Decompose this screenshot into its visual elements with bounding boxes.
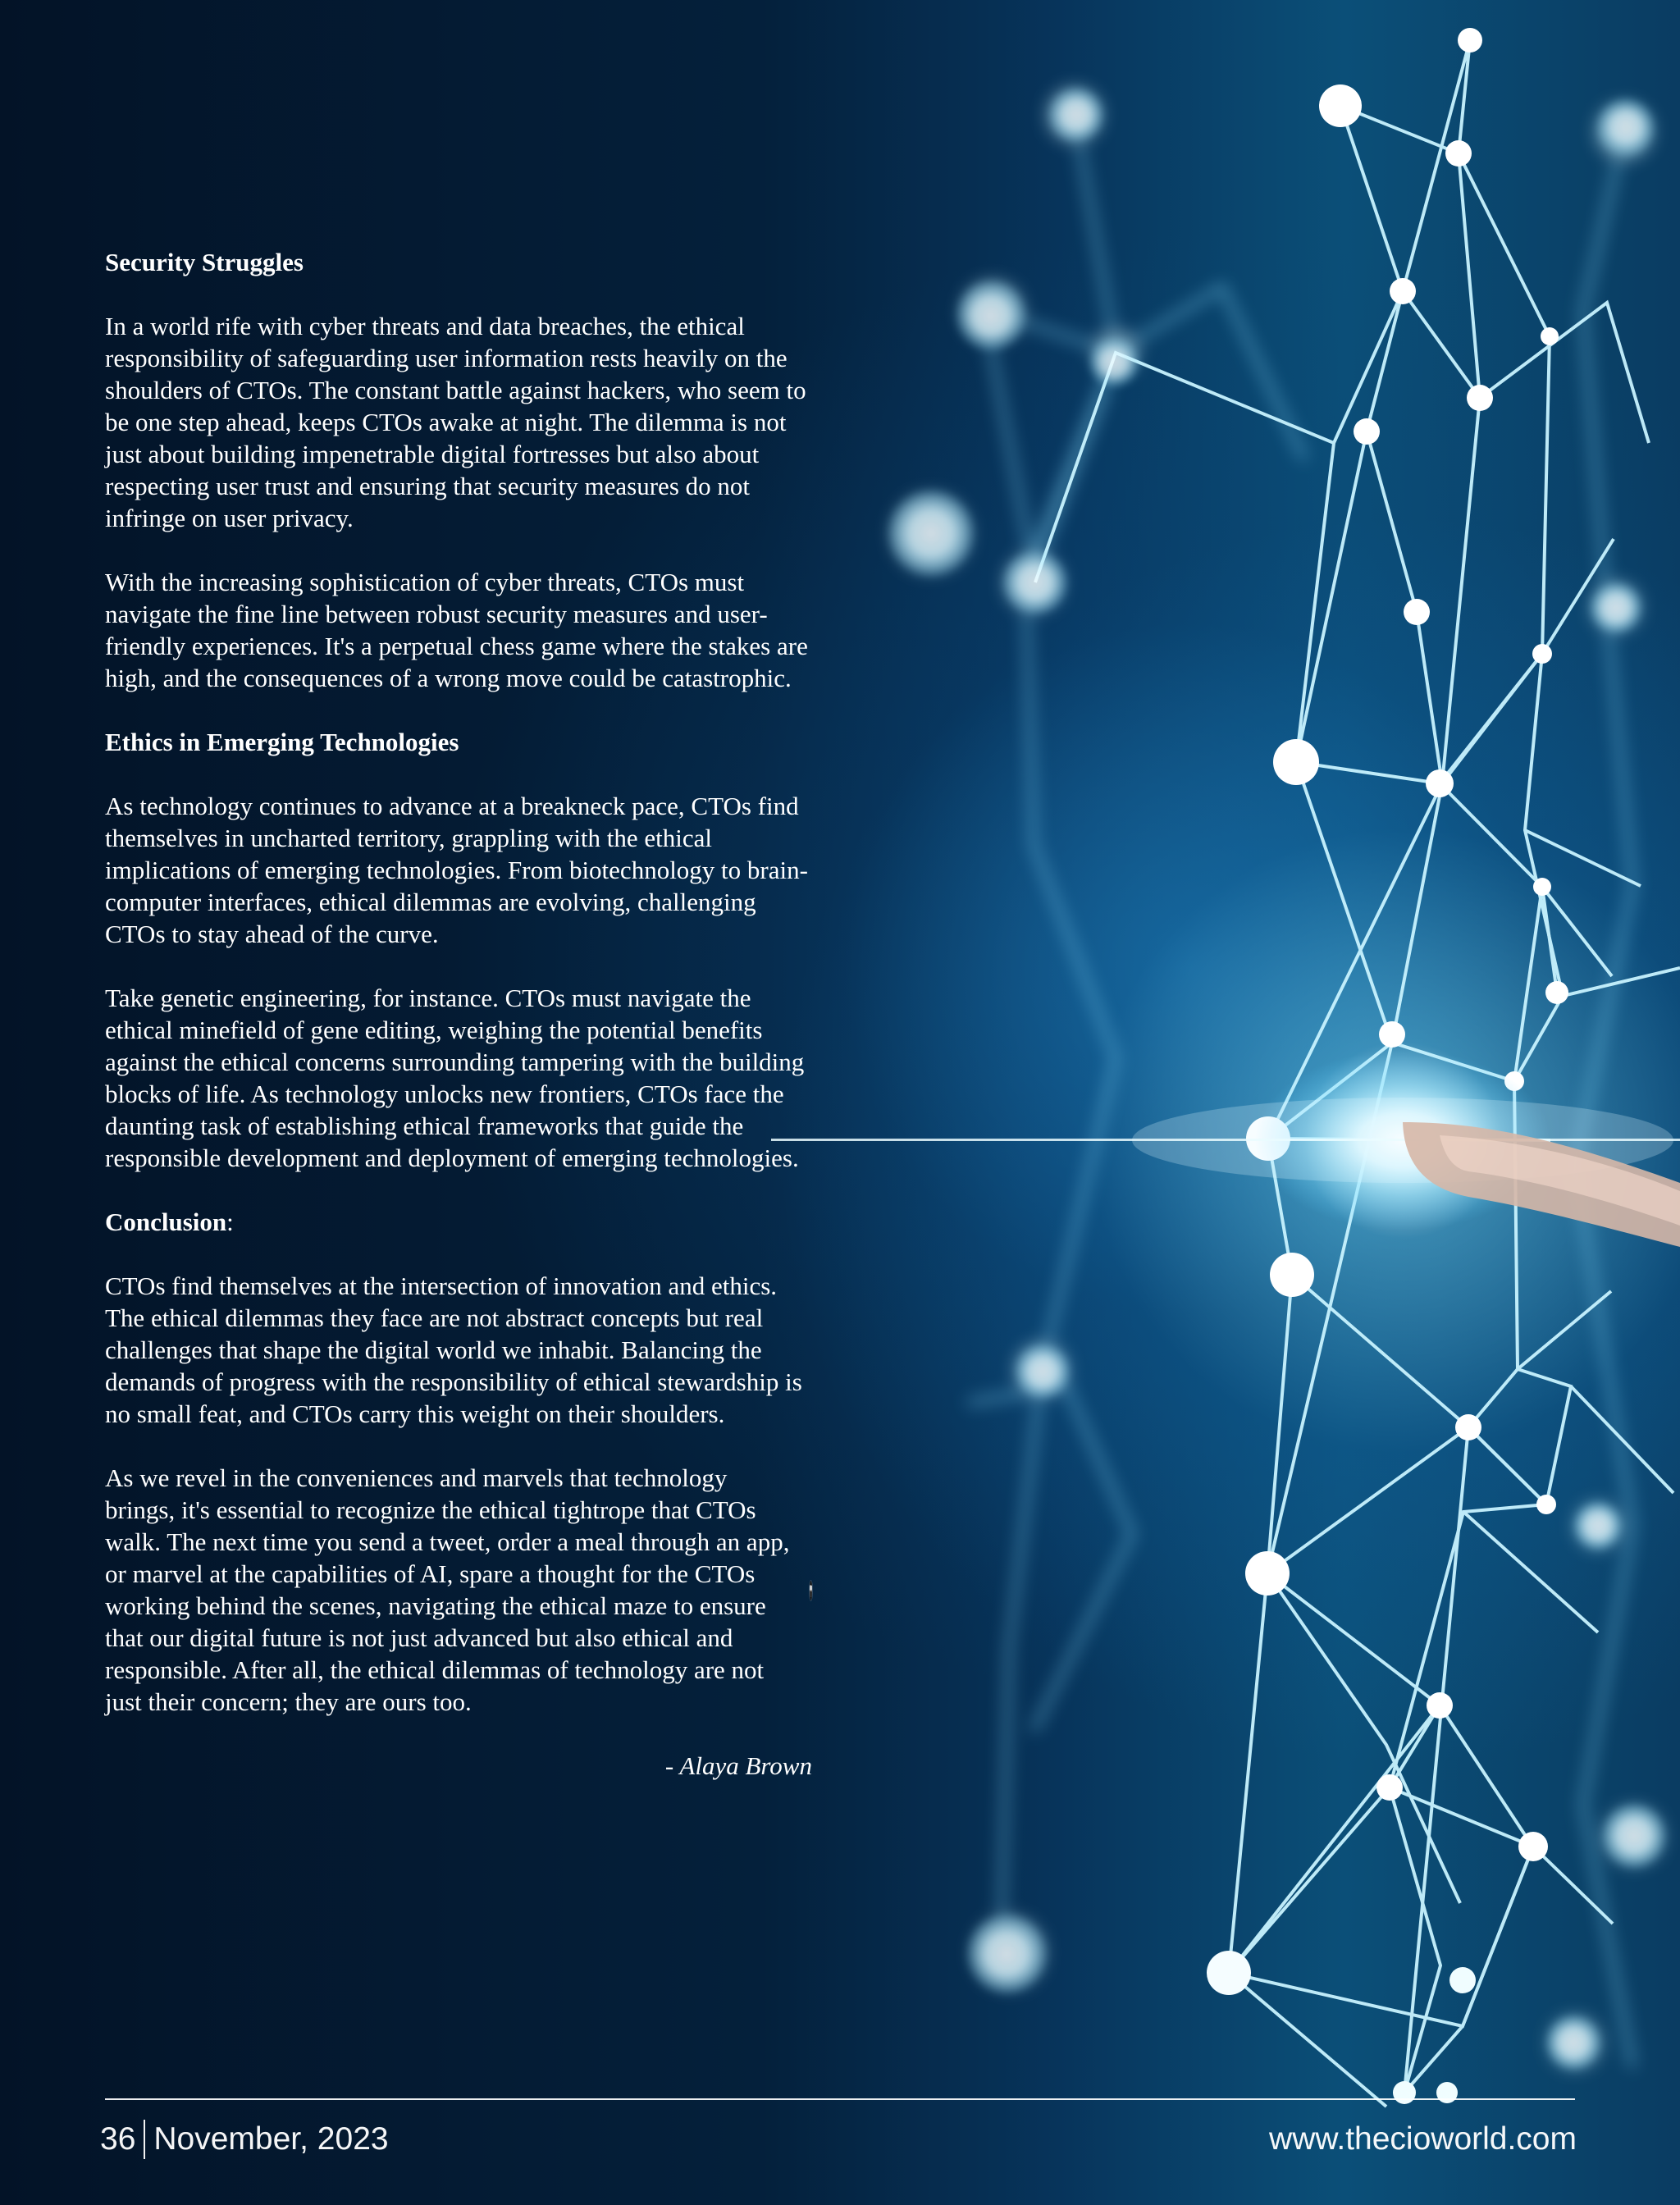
footer-divider (144, 2120, 145, 2159)
network-nodes (1207, 28, 1568, 2104)
paragraph-with-inline-avatar (105, 1462, 812, 1718)
security-struggles-section (105, 246, 812, 694)
page-number: 36 (100, 2121, 136, 2157)
network-lines (1035, 40, 1680, 2107)
section-heading-ethics-emerging-technologies: Ethics in Emerging Technologies (105, 728, 459, 756)
section-heading-conclusion (105, 1206, 812, 1238)
website-url: www.thecioworld.com (1269, 2121, 1577, 2157)
ethics-emerging-technologies-section (105, 726, 812, 1174)
paragraph-text: As we revel in the conveniences and marvels that technology brings, it's essential to recognize the ethical tightrope that CTOs walk. The next time you send a tweet, order a meal through an app, or marvel at the capabilities of AI, spare a thought for the CTOs working behind the scenes, navigating the ethical maze to ensure that our digital future is not just advanced but also ethical and responsible. After all, the ethical dilemmas of technology are not just their concern; they are ours too. (105, 1463, 790, 1716)
center-flare (771, 1050, 1680, 1247)
conclusion-heading-suffix: : (226, 1208, 234, 1236)
paragraph: In a world rife with cyber threats and data breaches, the ethical responsibility of safeguarding user information rests heavily on the shoulders of CTOs. The constant battle against hackers, who seem to be one step ahead, keeps CTOs awake at night. The dilemma is not just about building impenetrable digital fortresses but also about respecting user trust and ensuring that security measures do not infringe on user privacy. (105, 312, 806, 532)
footer-rule (105, 2098, 1575, 2100)
paragraph: As technology continues to advance at a breakneck pace, CTOs find themselves in uncharted territory, grappling with the ethical implications of emerging technologies. From biotechnology to brain-computer interfaces, ethical dilemmas are evolving, challenging CTOs to stay ahead of the curve. (105, 792, 808, 948)
issue-date: November, 2023 (153, 2121, 389, 2157)
paragraph: With the increasing sophistication of cyber threats, CTOs must navigate the fine line between robust security measures and user-friendly experiences. It's a perpetual chess game where the stakes are high, and the consequences of a wrong move could be catastrophic. (105, 568, 808, 692)
author-byline: - Alaya Brown (664, 1751, 812, 1780)
conclusion-heading-text: Conclusion (105, 1208, 227, 1236)
conclusion-section (105, 1206, 812, 1718)
footer-left (100, 2120, 389, 2159)
background-blurred-network (892, 87, 1664, 2069)
paragraph-last (105, 1462, 812, 1718)
article-body (105, 246, 812, 1782)
glow-nodes (885, 85, 1669, 2072)
paragraph: Take genetic engineering, for instance. CTOs must navigate the ethical minefield of gene editing, weighing the potential benefits against the ethical concerns surrounding tampering with the building blocks of life. As technology unlocks new frontiers, CTOs face the daunting task of establishing ethical frameworks that guide the responsible development and deployment of emerging technologies. (105, 984, 805, 1172)
avatar-icon (810, 1581, 812, 1600)
paragraph: CTOs find themselves at the intersection of innovation and ethics. The ethical dilemmas they face are not abstract concepts but real challenges that shape the digital world we inhabit. Balancing the demands of progress with the responsibility of ethical stewardship is no small feat, and CTOs carry this weight on their shoulders. (105, 1271, 802, 1428)
section-heading-security-struggles: Security Struggles (105, 248, 304, 276)
page-footer (100, 2120, 1577, 2159)
